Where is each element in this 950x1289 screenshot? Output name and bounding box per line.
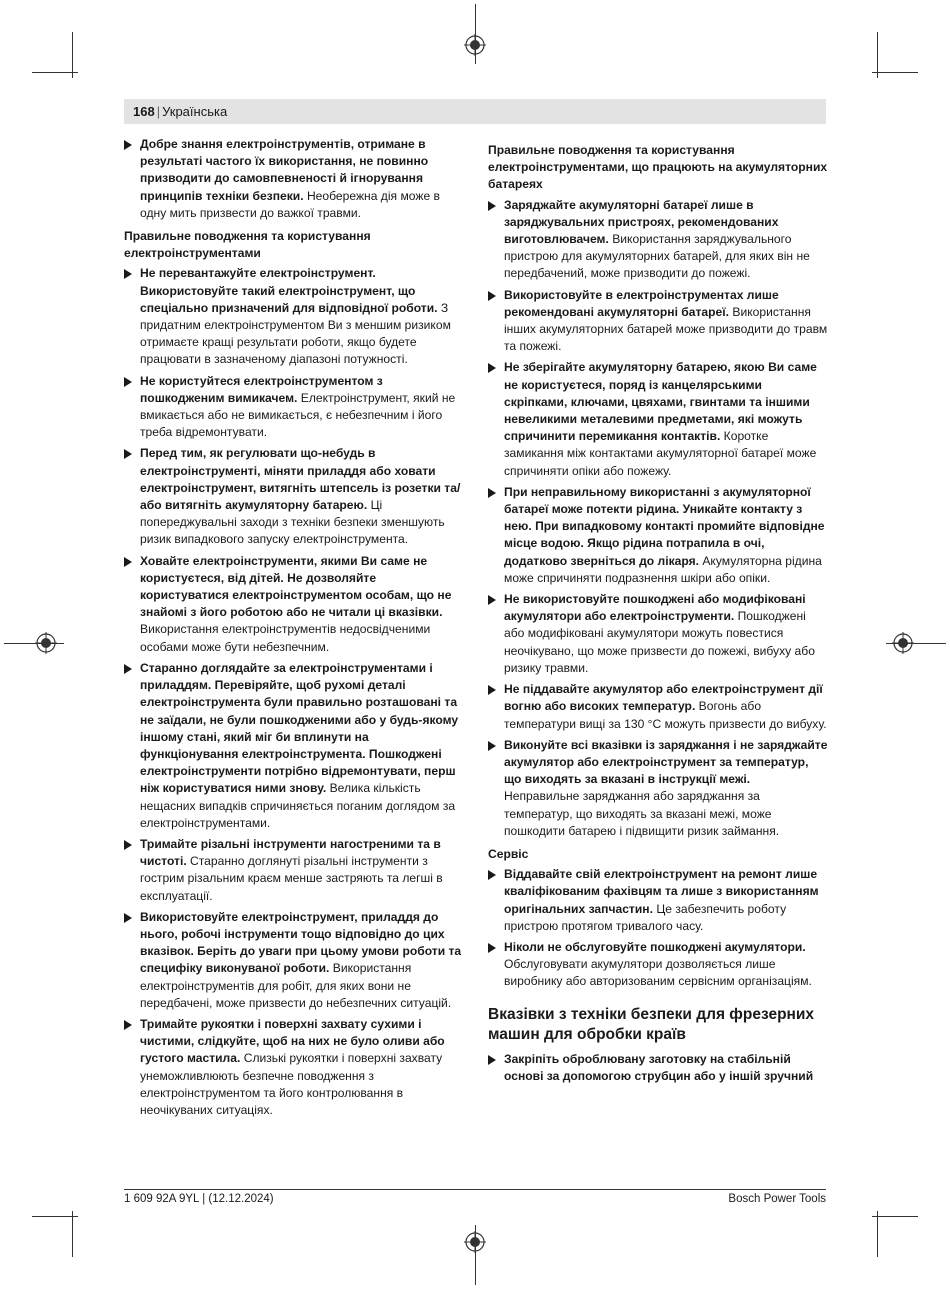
instruction-emphasis: Використовуйте в електроінструментах лише рекомендовані акумуляторні батареї. (504, 287, 779, 319)
bullet-triangle-icon (488, 1055, 496, 1065)
bullet-triangle-icon (488, 685, 496, 695)
safety-instruction-item (488, 681, 828, 733)
instruction-explanation: Використання заряджувального пристрою для акумуляторних батарей, для яких він не передбачений, може призводити до пожежі. (504, 232, 810, 281)
instruction-emphasis: Закріпіть оброблювану заготовку на стабільній основі за допомогою струбцин або у іншій зручний (504, 1051, 814, 1083)
instruction-emphasis: Заряджайте акумуляторні батареї лише в заряджувальних пристроях, рекомендованих виготовлювачем. (504, 197, 779, 247)
safety-instruction-item (124, 373, 464, 442)
bullet-triangle-icon (488, 363, 496, 373)
section-heading: Вказівки з техніки безпеки для фрезерних машин для обробки країв (488, 1005, 815, 1043)
instruction-emphasis: Перед тим, як регулювати що-небудь в електроінструменті, міняти приладдя або ховати електроінструмент, витягніть штепсель із розетки та/або витягніть акумуляторну батарею. (140, 446, 461, 513)
bullet-triangle-icon (488, 870, 496, 880)
subsection-heading: Правильне поводження та користування електроінструментами (124, 229, 371, 261)
instruction-explanation: Це забезпечить роботу пристрою протягом тривалого часу. (504, 901, 787, 933)
instruction-explanation: Акумуляторна рідина може спричиняти подразнення шкіри або опіки. (504, 553, 822, 585)
bullet-triangle-icon (488, 595, 496, 605)
crop-mark (877, 1211, 878, 1257)
header-language: Українська (162, 104, 228, 119)
safety-instruction-item (488, 287, 828, 356)
crop-mark (32, 1216, 78, 1217)
instruction-emphasis: Не зберігайте акумуляторну батарею, якою Ви саме не користуєтеся, поряд із канцелярськими скріпками, ключами, цвяхами, гвинтами та іншими невеликими металевими предметами, які можуть спричинити перемикання контактів. (504, 360, 817, 444)
safety-instruction-item (124, 660, 464, 832)
footer-doc-id: 1 609 92A 9YL | (12.12.2024) (124, 1193, 274, 1205)
bullet-triangle-icon (488, 291, 496, 301)
bullet-triangle-icon (488, 943, 496, 953)
registration-mark-icon (464, 34, 486, 56)
registration-mark-icon (892, 632, 914, 654)
subsection-heading: Сервіс (488, 846, 529, 861)
footer-rule (124, 1189, 826, 1190)
instruction-explanation: Електроінструмент, який не вмикається або не вимикається, є небезпечним і його треба відремонтувати. (140, 390, 456, 440)
header-separator: | (156, 104, 161, 119)
safety-instruction-item (488, 866, 828, 935)
instruction-explanation: Пошкоджені або модифіковані акумулятори можуть повестися неочікувано, що може призвести до пожежі, вибуху або ризику травми. (504, 609, 815, 675)
bullet-triangle-icon (124, 913, 132, 923)
page-number: 168 (133, 104, 155, 119)
registration-mark-icon (464, 1231, 486, 1253)
footer-brand: Bosch Power Tools (728, 1193, 826, 1205)
instruction-explanation: Неправильне заряджання або заряджання за температур, що виходять за вказані межі, може пошкодити батарею і підвищити ризик займання. (504, 789, 780, 838)
instruction-emphasis: Віддавайте свій електроінструмент на ремонт лише кваліфікованим фахівцям та лише з використанням оригінальних запчастин. (504, 867, 819, 916)
crop-mark (32, 72, 78, 73)
bullet-triangle-icon (124, 269, 132, 279)
subsection-heading: Правильне поводження та користування електроінструментами, що працюють на акумуляторних батареях (488, 143, 828, 192)
bullet-triangle-icon (488, 201, 496, 211)
bullet-triangle-icon (124, 1020, 132, 1030)
crop-mark (72, 1211, 73, 1257)
instruction-explanation: Використання інших акумуляторних батарей може призводити до травм та пожежі. (504, 304, 828, 354)
instruction-explanation: Коротке замикання між контактами акумуляторної батареї може спричиняти опіки або пожежу. (504, 429, 817, 478)
safety-instruction-item (124, 1016, 464, 1119)
bullet-triangle-icon (488, 488, 496, 498)
instruction-emphasis: Тримайте рукоятки і поверхні захвату сухими і чистими, слідкуйте, щоб на них не було оливи або густого мастила. (140, 1016, 445, 1066)
bullet-triangle-icon (488, 741, 496, 751)
safety-instruction-item (124, 836, 464, 905)
instruction-emphasis: Ховайте електроінструменти, якими Ви саме не користуєтеся, від дітей. Не дозволяйте користуватися електроінструментом особам, що не знайомі з його роботою або не читали ці вказівки. (140, 553, 452, 620)
safety-instruction-item (488, 359, 828, 479)
instruction-emphasis: Ніколи не обслуговуйте пошкоджені акумулятори. (504, 939, 806, 954)
safety-instruction-item (488, 197, 828, 283)
bullet-triangle-icon (124, 557, 132, 567)
instruction-explanation: Обслуговувати акумулятори дозволяється лише виробнику або авторизованим сервісним організаціям. (504, 957, 812, 989)
instruction-explanation: Старанно доглянуті різальні інструменти з гострим різальним краєм менше застряють та легші в експлуатації. (140, 854, 443, 903)
instruction-emphasis: При неправильному використанні з акумуляторної батареї може потекти рідина. Уникайте контакту з нею. При випадковому контакті промийте відповідне місце водою. Якщо рідина потрапила в очі, додатково зверніться до лікаря. (504, 484, 825, 568)
safety-instruction-item (488, 1051, 828, 1085)
instruction-explanation: Вогонь або температури вищі за 130 °C можуть призвести до вибуху. (504, 699, 827, 731)
instruction-explanation: Використання електроінструментів недосвідченими особами може бути небезпечним. (140, 622, 431, 654)
instruction-emphasis: Не використовуйте пошкоджені або модифіковані акумулятори або електроінструменти. (504, 592, 806, 624)
bullet-triangle-icon (124, 664, 132, 674)
safety-instruction-item (488, 591, 828, 677)
bullet-triangle-icon (124, 377, 132, 387)
left-column (124, 136, 464, 1123)
page-header-bar (124, 99, 826, 124)
instruction-explanation: Ці попереджувальні заходи з техніки безпеки зменшують ризик випадкового запуску електроінструмента. (140, 498, 445, 547)
page-header (133, 104, 227, 119)
instruction-emphasis: Не піддавайте акумулятор або електроінструмент дії вогню або високих температур. (504, 682, 823, 714)
bullet-triangle-icon (124, 840, 132, 850)
safety-instruction-item (124, 553, 464, 656)
instruction-emphasis: Використовуйте електроінструмент, приладдя до нього, робочі інструменти тощо відповідно до цих вказівок. Беріть до уваги при цьому умови роботи та специфіку виконуваної роботи. (140, 909, 462, 976)
instruction-emphasis: Старанно доглядайте за електроінструментами і приладдям. Перевіряйте, щоб рухомі деталі електроінструмента були правильно розташовані та не заїдали, не були пошкодженими або у будь-якому іншому стані, який міг би вплинути на функціонування електроінструмента. Пошкоджені електроінструменти потрібно відремонтувати, перш ніж користуватися ними знову. (140, 660, 459, 796)
registration-mark-icon (35, 632, 57, 654)
instruction-emphasis: Виконуйте всі вказівки із заряджання і не заряджайте акумулятор або електроінструмент за температур, що виходять за вказані в інструкції межі. (504, 737, 828, 787)
crop-mark (872, 1216, 918, 1217)
instruction-explanation: Необережна дія може в одну мить призвести до важкої травми. (140, 188, 440, 220)
safety-instruction-item (124, 909, 464, 1012)
safety-instruction-item (488, 737, 828, 840)
instruction-explanation: Використання електроінструментів для робіт, для яких вони не передбачені, може призвести до небезпечних ситуацій. (140, 961, 452, 1010)
instruction-emphasis: Не користуйтеся електроінструментом з пошкодженим вимикачем. (140, 373, 383, 405)
instruction-emphasis: Не перевантажуйте електроінструмент. Використовуйте такий електроінструмент, що спеціально призначений для відповідної роботи. (140, 266, 438, 315)
instruction-emphasis: Добре знання електроінструментів, отримане в результаті частого їх використання, не повинно призводити до самовпевненості й ігнорування принципів техніки безпеки. (140, 137, 429, 203)
safety-instruction-item (124, 136, 464, 222)
instruction-explanation: Слизькі рукоятки і поверхні захвату унеможливлюють безпечне поводження з електроінструментом та його контролювання в неочікуваних ситуаціях. (140, 1051, 443, 1117)
bullet-triangle-icon (124, 140, 132, 150)
instruction-explanation: З придатним електроінструментом Ви з меншим ризиком отримаєте кращі результати роботи, якщо будете працювати в зазначеному діапазоні потужності. (140, 300, 451, 367)
safety-instruction-item (488, 484, 828, 587)
bullet-triangle-icon (124, 449, 132, 459)
safety-instruction-item (124, 265, 464, 368)
safety-instruction-item (488, 939, 828, 991)
instruction-emphasis: Тримайте різальні інструменти нагостреними та в чистоті. (140, 836, 441, 869)
crop-mark (872, 72, 918, 73)
right-column (488, 136, 828, 1089)
safety-instruction-item (124, 445, 464, 548)
instruction-explanation: Велика кількість нещасних випадків спричиняється поганим доглядом за електроінструментами. (140, 781, 456, 830)
